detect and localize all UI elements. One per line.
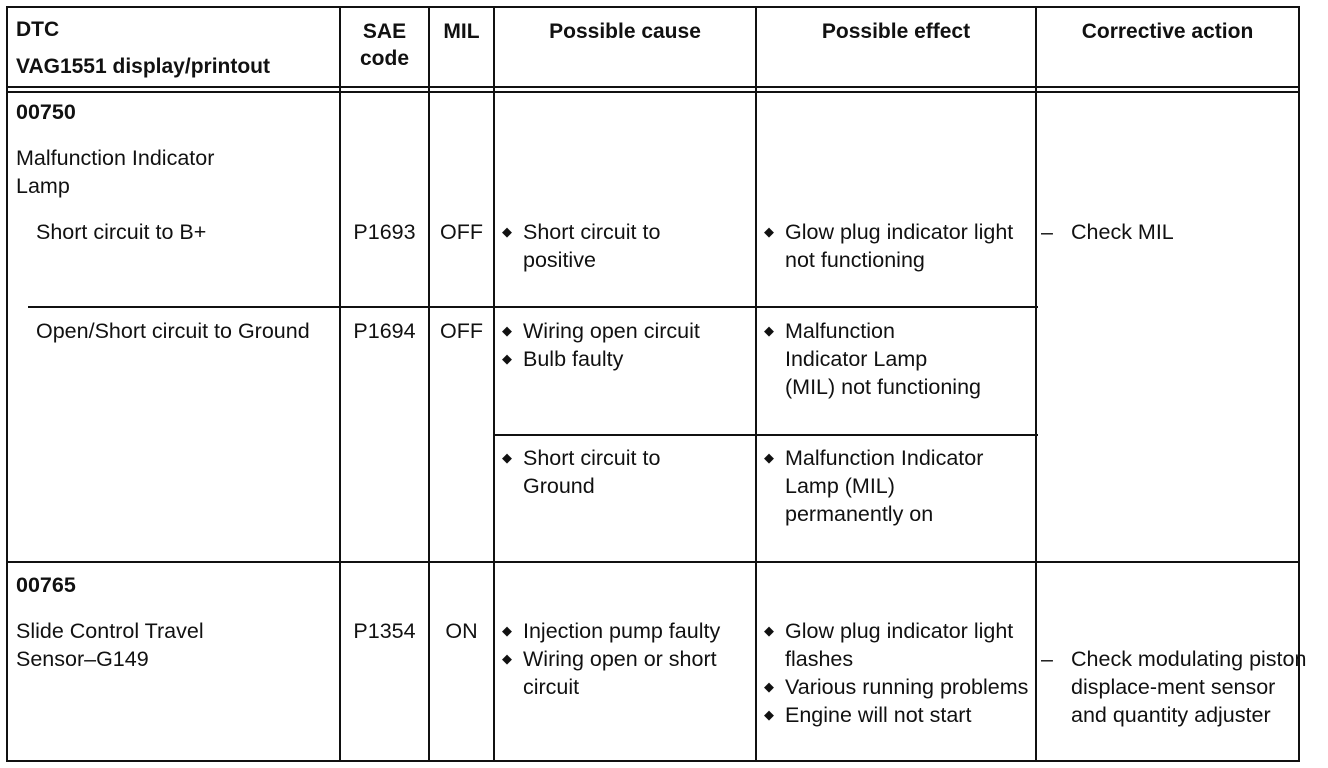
causes-p1354 — [501, 617, 726, 701]
causes-p1694-a — [501, 317, 701, 373]
dtc-name-00750 — [16, 144, 336, 200]
table-border-bottom — [6, 760, 1300, 762]
cause-item: ◆ Wiring open circuit — [501, 317, 701, 345]
fault-short-to-bplus: Short circuit to B+ — [36, 220, 207, 244]
header-mil: MIL — [443, 20, 480, 43]
col-rule-mil — [428, 6, 430, 762]
effect-item: ◆ Glow plug indicator light flashes — [763, 617, 1035, 673]
col-rule-sae — [339, 6, 341, 762]
cause-item: ◆ Bulb faulty — [501, 345, 701, 373]
col-rule-action — [1035, 6, 1037, 762]
effects-p1694-a — [763, 317, 983, 401]
header-possible-cause: Possible cause — [549, 20, 701, 43]
effect-item: ◆ Glow plug indicator light not functioning — [763, 218, 1035, 274]
effects-p1694-b — [763, 444, 1013, 528]
dtc-code-00765: 00765 — [16, 573, 76, 597]
header-rule-1 — [6, 86, 1300, 88]
row-rule-sub1 — [28, 306, 1038, 308]
cause-item: ◆ Short circuit to positive — [501, 218, 711, 274]
header-dtc-line2: VAG1551 display/printout — [16, 55, 270, 78]
row-rule-00765 — [6, 561, 1300, 563]
mil-status-p1693: OFF — [440, 220, 483, 244]
dtc-name-00750-line1: Malfunction Indicator — [16, 146, 215, 170]
dtc-name-00765: Slide Control Travel Sensor–G149 — [16, 619, 204, 671]
effect-item: ◆ Malfunction Indicator Lamp (MIL) not functioning — [763, 317, 983, 401]
mil-status-p1694: OFF — [440, 319, 483, 343]
header-dtc-line1: DTC — [16, 18, 60, 41]
sae-code-p1694: P1694 — [353, 319, 416, 343]
dtc-code-00750: 00750 — [16, 100, 76, 124]
table-border-left — [6, 6, 8, 762]
row-rule-sub2 — [494, 434, 1038, 436]
effects-p1693 — [763, 218, 1035, 274]
header-sae-line2: code — [359, 47, 409, 70]
col-rule-cause — [493, 6, 495, 762]
table-border-top — [6, 6, 1300, 8]
header-sae-line1: SAE — [362, 20, 407, 43]
action-00765: – Check modulating piston displace-ment sensor and quantity adjuster — [1041, 645, 1311, 729]
effects-p1354 — [763, 617, 1035, 729]
sae-code-p1354: P1354 — [353, 619, 416, 643]
col-rule-effect — [755, 6, 757, 762]
mil-status-p1354: ON — [445, 619, 478, 643]
action-00750: – Check MIL — [1041, 218, 1311, 246]
header-possible-effect: Possible effect — [821, 20, 971, 43]
header-sae-code — [341, 18, 428, 72]
causes-p1693 — [501, 218, 711, 274]
causes-p1694-b — [501, 444, 711, 500]
cause-item: ◆ Short circuit to Ground — [501, 444, 711, 500]
dtc-name-00750-line2: Lamp — [16, 174, 70, 198]
sae-code-p1693: P1693 — [353, 220, 416, 244]
header-corrective-action: Corrective action — [1081, 20, 1254, 43]
effect-item: ◆ Malfunction Indicator Lamp (MIL) permanently on — [763, 444, 1013, 528]
effect-item: ◆ Engine will not start — [763, 701, 1035, 729]
cause-item: ◆ Injection pump faulty — [501, 617, 726, 645]
header-dtc — [16, 16, 270, 80]
cause-item: ◆ Wiring open or short circuit — [501, 645, 726, 701]
effect-item: ◆ Various running problems — [763, 673, 1035, 701]
header-rule-2 — [6, 91, 1300, 93]
fault-open-short-ground: Open/Short circuit to Ground — [36, 319, 310, 343]
dtc-table — [6, 6, 1307, 762]
